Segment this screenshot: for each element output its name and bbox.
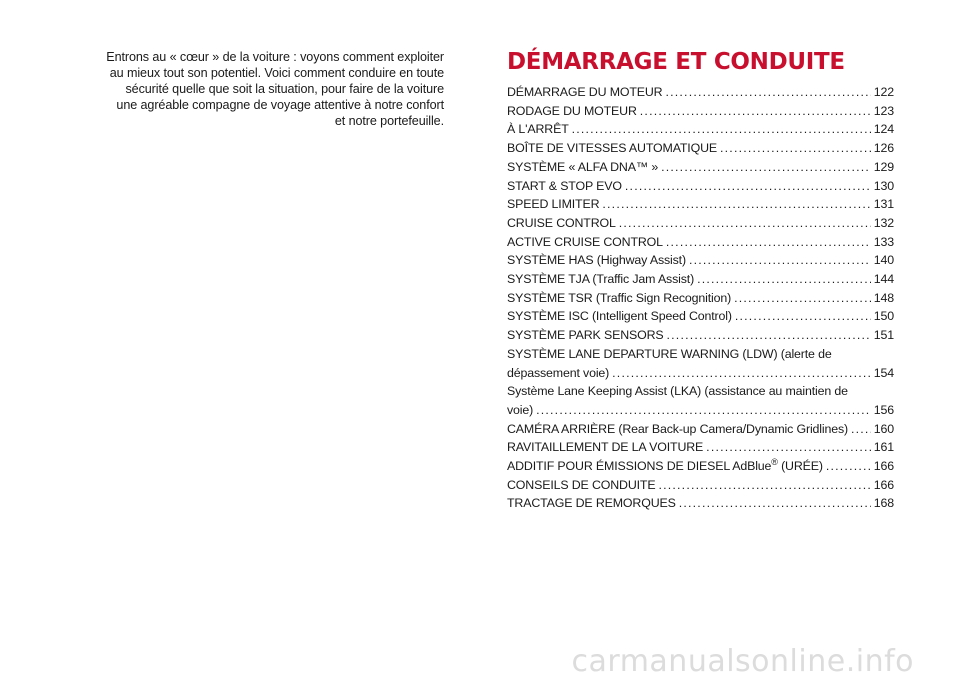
toc-page-number: 144: [873, 272, 894, 287]
toc-entry-boite-de-vitesses[interactable]: [507, 139, 894, 158]
toc-leader-dots: [667, 326, 871, 345]
toc-page-number: 161: [873, 440, 894, 455]
toc-page-number: 133: [873, 234, 894, 249]
intro-line: sécurité quelle que soit la situation, pour faire de la voiture: [125, 82, 444, 96]
toc-page-number: 140: [873, 253, 894, 268]
toc-label: CAMÉRA ARRIÈRE (Rear Back-up Camera/Dynamic Gridlines): [507, 421, 848, 436]
toc-leader-dots: [826, 457, 871, 476]
toc-entry-ravitaillement[interactable]: [507, 438, 894, 457]
toc-page-number: 154: [873, 365, 894, 380]
toc-leader-dots: [625, 177, 871, 196]
toc-entry-ldw[interactable]: [507, 345, 894, 382]
toc-page-number: 123: [873, 103, 894, 118]
toc-label: BOÎTE DE VITESSES AUTOMATIQUE: [507, 141, 718, 156]
toc-page-number: 151: [873, 328, 894, 343]
toc-label: ACTIVE CRUISE CONTROL: [507, 234, 663, 249]
toc-label: SYSTÈME TSR (Traffic Sign Recognition): [507, 290, 732, 305]
toc-leader-dots: [602, 195, 870, 214]
toc-entry-cruise-control[interactable]: [507, 214, 894, 233]
toc-entry-tsr[interactable]: [507, 289, 894, 308]
toc-label: RAVITAILLEMENT DE LA VOITURE: [507, 440, 704, 455]
toc-page-number: 168: [873, 496, 894, 511]
toc-leader-dots: [735, 307, 871, 326]
toc-page-number: 156: [873, 402, 894, 417]
toc-entry-conseils[interactable]: [507, 476, 894, 495]
toc-label-part: ADDITIF POUR ÉMISSIONS DE DIESEL AdBlue: [507, 459, 772, 474]
toc-entry-demarrage-du-moteur[interactable]: [507, 83, 894, 102]
toc-leader-dots: [658, 476, 870, 495]
toc-label: RODAGE DU MOTEUR: [507, 103, 637, 118]
toc-leader-dots: [689, 251, 871, 270]
table-of-contents: [507, 83, 894, 513]
toc-leader-dots: [619, 214, 871, 233]
intro-paragraph: [60, 49, 444, 129]
toc-page-number: 160: [873, 421, 894, 436]
toc-entry-adblue[interactable]: [507, 457, 894, 476]
toc-entry-has[interactable]: [507, 251, 894, 270]
toc-entry-isc[interactable]: [507, 307, 894, 326]
toc-page-number: 131: [873, 197, 894, 212]
toc-leader-dots: [734, 289, 871, 308]
toc-entry-speed-limiter[interactable]: [507, 195, 894, 214]
intro-line: une agréable compagne de voyage attentive à notre confort: [116, 98, 444, 112]
toc-label: CONSEILS DE CONDUITE: [507, 477, 656, 492]
toc-entry-alfa-dna[interactable]: [507, 158, 894, 177]
toc-label-continued: voie): [507, 402, 534, 417]
toc-leader-dots: [661, 158, 871, 177]
toc-label: DÉMARRAGE DU MOTEUR: [507, 85, 663, 99]
toc-label: SYSTÈME TJA (Traffic Jam Assist): [507, 272, 695, 287]
toc-page-number: 150: [873, 309, 894, 324]
toc-entry-park-sensors[interactable]: [507, 326, 894, 345]
intro-line: et notre portefeuille.: [334, 114, 444, 128]
toc-label: CRUISE CONTROL: [507, 215, 616, 230]
toc-page-number: 122: [873, 85, 894, 99]
toc-page-number: 124: [873, 122, 894, 137]
toc-label: SYSTÈME ISC (Intelligent Speed Control): [507, 309, 732, 324]
toc-label-continued: dépassement voie): [507, 365, 610, 380]
toc-page-number: 148: [873, 290, 894, 305]
toc-leader-dots: [536, 401, 871, 420]
toc-label: SYSTÈME « ALFA DNA™ »: [507, 159, 659, 174]
toc-label-part: (URÉE): [777, 459, 823, 474]
toc-entry-rodage-du-moteur[interactable]: [507, 102, 894, 121]
registered-mark: ®: [771, 456, 778, 467]
toc-page-number: 126: [873, 141, 894, 156]
toc-leader-dots: [706, 438, 871, 457]
toc-label: SYSTÈME LANE DEPARTURE WARNING (LDW) (alerte de: [507, 346, 832, 361]
toc-label: TRACTAGE DE REMORQUES: [507, 496, 676, 511]
toc-label: START & STOP EVO: [507, 178, 622, 193]
toc-label: SPEED LIMITER: [507, 197, 600, 212]
toc-entry-lka[interactable]: [507, 382, 894, 419]
section-title: DÉMARRAGE ET CONDUITE: [507, 49, 845, 75]
toc-label: [507, 457, 823, 476]
toc-leader-dots: [720, 139, 871, 158]
watermark: carmanualsonline.info: [571, 644, 914, 679]
toc-entry-start-stop[interactable]: [507, 177, 894, 196]
toc-leader-dots: [665, 83, 870, 102]
toc-page-number: 166: [873, 477, 894, 492]
intro-line: au mieux tout son potentiel. Voici comment conduire en toute: [109, 66, 444, 80]
toc-entry-active-cruise-control[interactable]: [507, 233, 894, 252]
toc-leader-dots: [679, 494, 871, 513]
toc-label: SYSTÈME PARK SENSORS: [507, 328, 664, 343]
toc-page-number: 130: [873, 178, 894, 193]
toc-leader-dots: [666, 233, 871, 252]
toc-entry-camera-arriere[interactable]: [507, 420, 894, 439]
toc-label: À L'ARRÊT: [507, 122, 569, 137]
toc-leader-dots: [697, 270, 871, 289]
toc-entry-a-l-arret[interactable]: [507, 120, 894, 139]
toc-entry-tractage[interactable]: [507, 494, 894, 513]
toc-label: SYSTÈME HAS (Highway Assist): [507, 253, 686, 268]
toc-label: Système Lane Keeping Assist (LKA) (assistance au maintien de: [507, 384, 848, 399]
toc-leader-dots: [851, 420, 871, 439]
toc-leader-dots: [572, 120, 871, 139]
intro-line: Entrons au « cœur » de la voiture : voyons comment exploiter: [106, 50, 444, 64]
toc-leader-dots: [612, 364, 871, 383]
toc-page-number: 166: [873, 459, 894, 474]
toc-leader-dots: [640, 102, 871, 121]
toc-page-number: 129: [873, 159, 894, 174]
toc-page-number: 132: [873, 215, 894, 230]
toc-entry-tja[interactable]: [507, 270, 894, 289]
